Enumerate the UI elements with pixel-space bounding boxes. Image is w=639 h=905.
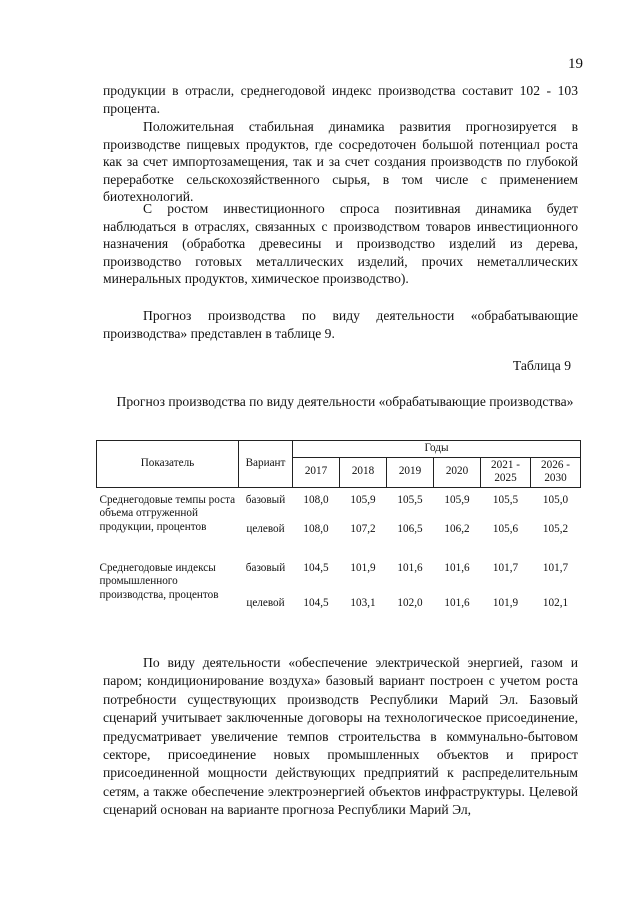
table-cell: 106,2 [444,522,470,535]
header-year: 2020 [434,457,481,487]
paragraph-4: Прогноз производства по виду деятельности «обрабатывающие производства» представлен в таблице 9. [103,308,578,341]
table-cell: 104,5 [303,596,329,609]
header-year: 2026 - 2030 [531,457,581,487]
header-variant: Вариант [239,441,293,488]
table-cell: 106,5 [397,522,423,535]
table-cell: 105,5 [492,493,519,506]
variant-name: базовый [245,493,286,506]
header-year: 2017 [293,457,340,487]
table-cell: 105,6 [492,522,519,535]
table-cell: 102,1 [542,596,569,609]
table-cell: 101,6 [397,561,423,574]
table-cell: 101,6 [444,596,470,609]
table-cell: 108,0 [303,493,329,506]
header-indicator: Показатель [97,441,239,488]
paragraph-2: Положительная стабильная динамика развития прогнозируется в производстве пищевых продуктов, где сосредоточен большой потенциал роста как за счет импортозамещения, так и за счет создания производств по глубокой переработке сельскохозяйственного сырья, в том числе с применением биотехнологий. [103,119,578,205]
table-row [97,562,581,597]
header-year: 2019 [387,457,434,487]
forecast-table [96,440,581,632]
table-cell: 107,2 [350,522,376,535]
table-cell: 101,9 [492,596,519,609]
table-cell: 105,9 [350,493,376,506]
table-cell: 103,1 [350,596,376,609]
header-year: 2018 [340,457,387,487]
table-cell: 105,9 [444,493,470,506]
table-cell: 101,7 [492,561,519,574]
table-cell: 102,0 [397,596,423,609]
table-cell: 101,6 [444,561,470,574]
table-label: Таблица 9 [512,358,571,373]
table-cell: 101,9 [350,561,376,574]
table-cell: 108,0 [303,522,329,535]
row-indicator: Среднегодовые темпы роста объема отгруженной продукции, процентов [99,493,236,533]
table-cell: 105,2 [542,522,569,535]
table-cell: 105,0 [542,493,569,506]
page-number: 19 [568,56,583,72]
variant-name: целевой [246,596,285,609]
paragraph-1: продукции в отрасли, среднегодовой индекс производства составит 102 - 103 процента. [103,83,578,116]
table-cell: 105,5 [397,493,423,506]
variant-name: целевой [246,522,285,535]
table-row [97,494,581,523]
paragraph-3: С ростом инвестиционного спроса позитивная динамика будет наблюдаться в отраслях, связанных с производством товаров инвестиционного назначения (обработка древесины и производство изделий из дерева, производство готовых металлических изделий, прочих неметаллических минеральных продуктов, химическое производство). [103,201,578,287]
closing-paragraph: По виду деятельности «обеспечение электрической энергией, газом и паром; кондиционирование воздуха» базовый вариант построен с учетом роста потребности существующих производств Республики Марий Эл. Базовый сценарий учитывает заключенные договоры на технологическое присоединение, предусматривает увеличение темпов строительства в коммунально-бытовом секторе, присоединение новых промышленных объектов и прирост присоединенной мощности действующих предприятий к распределительным сетям, а также обеспечение электроэнергией объектов инфраструктуры. Целевой сценарий основан на варианте прогноза Республики Марий Эл, [103,655,578,818]
row-indicator: Среднегодовые индексы промышленного производства, процентов [99,561,219,601]
header-year: 2021 - 2025 [481,457,531,487]
table-title: Прогноз производства по виду деятельности «обрабатывающие производства» [116,394,574,409]
table-cell: 101,7 [542,561,569,574]
header-years-group: Годы [293,441,581,458]
table-header-row [97,441,581,458]
variant-name: базовый [245,561,286,574]
table-cell: 104,5 [303,561,329,574]
